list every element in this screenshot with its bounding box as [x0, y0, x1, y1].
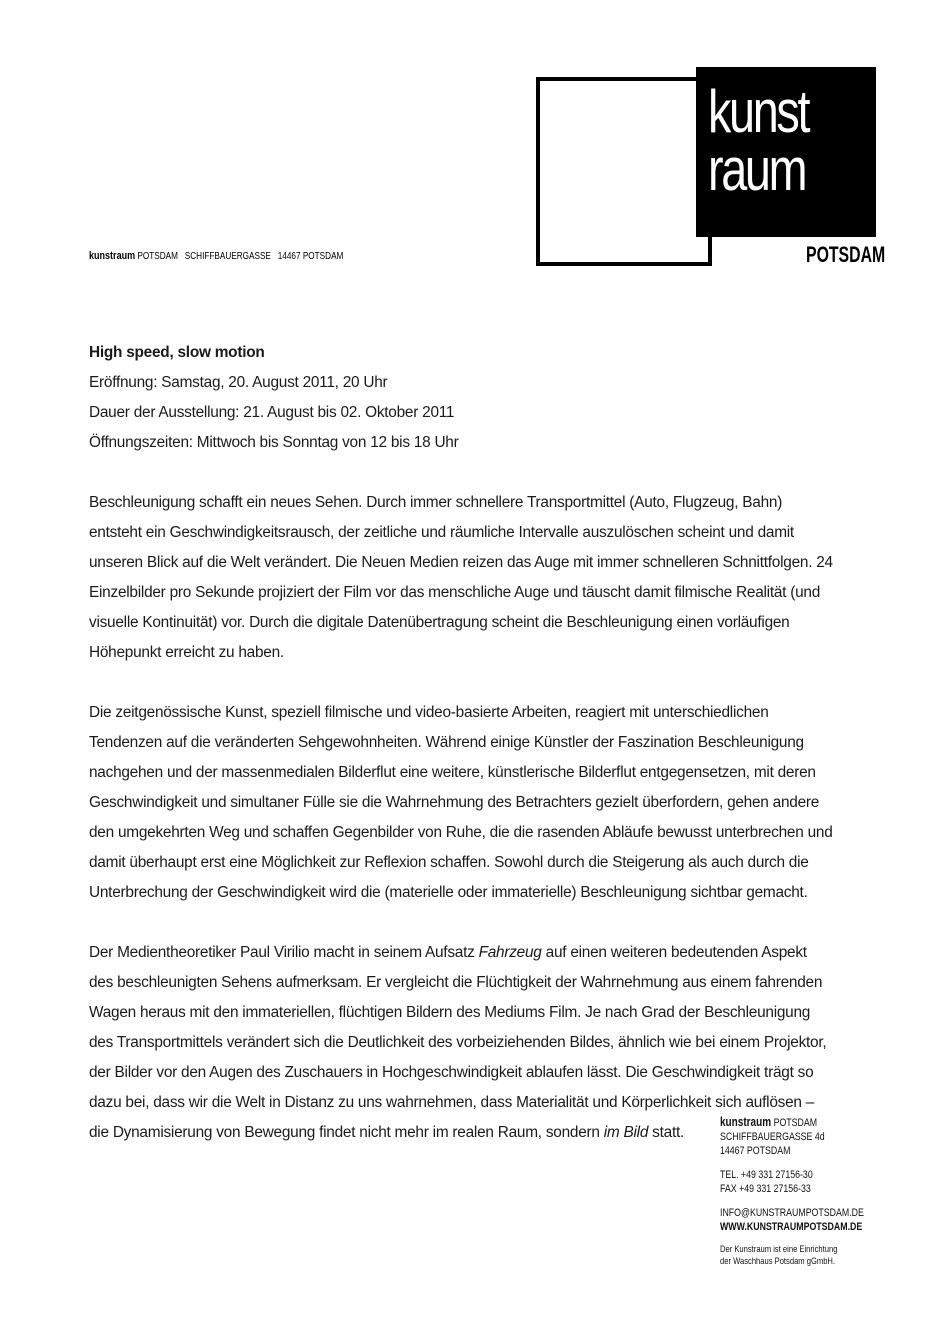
- logo-word-kunst: kunst: [708, 78, 809, 145]
- paragraph-line: des beschleunigten Sehens aufmerksam. Er vergleicht die Flüchtigkeit der Wahrnehmung aus einem fahrenden: [89, 974, 823, 991]
- paragraph-line: den umgekehrten Weg und schaffen Gegenbilder von Ruhe, die die rasenden Abläufe bewusst unterbrechen und: [89, 824, 833, 841]
- duration-line: Dauer der Ausstellung: 21. August bis 02. Oktober 2011: [89, 404, 455, 421]
- italic-im-bild: im Bild: [603, 1124, 649, 1141]
- address-block: [720, 1115, 864, 1268]
- paragraph-line: der Bilder vor den Augen des Zuschauers in Hochgeschwindigkeit ablaufen lässt. Die Geschwindigkeit trägt so: [89, 1064, 814, 1081]
- paragraph-line: Tendenzen auf die veränderten Sehgewohnheiten. Während einige Künstler der Faszination Beschleunigung: [89, 734, 804, 751]
- logo-city: POTSDAM: [806, 242, 886, 267]
- address-street: SCHIFFBAUERGASSE 4d: [720, 1131, 825, 1143]
- text-run: die Dynamisierung von Bewegung findet nicht mehr im realen Raum, sondern: [89, 1124, 604, 1141]
- logo-word-raum: raum: [708, 136, 806, 203]
- paragraph-line: nachgehen und der massenmedialen Bilderflut eine weitere, künstlerische Bilderflut entgegensetzen, mit deren: [89, 764, 816, 781]
- paragraph-1: [89, 488, 833, 668]
- address-zip-city: 14467 POTSDAM: [720, 1145, 791, 1157]
- paragraph-line: unseren Blick auf die Welt verändert. Die Neuen Medien reizen das Auge mit immer schnelleren Schnittfolgen. 24: [89, 554, 833, 571]
- press-release-body: [89, 338, 833, 1148]
- opening-line: Eröffnung: Samstag, 20. August 2011, 20 Uhr: [89, 374, 388, 391]
- sender-brand: kunstraum: [89, 250, 136, 262]
- address-fax: FAX +49 331 27156-33: [720, 1183, 811, 1195]
- paragraph-line: des Transportmittels verändert sich die Deutlichkeit des vorbeiziehenden Bildes, ähnlich wie bei einem Projektor,: [89, 1034, 827, 1051]
- sender-line: [89, 250, 343, 262]
- opening-hours-line: Öffnungszeiten: Mittwoch bis Sonntag von 12 bis 18 Uhr: [89, 434, 459, 451]
- address-tel: TEL. +49 331 27156-30: [720, 1169, 813, 1181]
- paragraph-line: entsteht ein Geschwindigkeitsrausch, der zeitliche und räumliche Intervalle auszulöschen scheint und damit: [89, 524, 794, 541]
- text-run: auf einen weiteren bedeutenden Aspekt: [541, 944, 807, 961]
- paragraph-line: Unterbrechung der Geschwindigkeit wird die (materielle oder immaterielle) Beschleunigung sichtbar gemacht.: [89, 884, 808, 901]
- address-brand: kunstraum: [720, 1115, 772, 1129]
- paragraph-line: Beschleunigung schafft ein neues Sehen. Durch immer schnellere Transportmittel (Auto, Flugzeug, Bahn): [89, 494, 783, 511]
- paragraph-line: visuelle Kontinuität) vor. Durch die digitale Datenübertragung scheint die Beschleunigung einen vorläufigen: [89, 614, 790, 631]
- paragraph-3: [89, 938, 827, 1148]
- paragraph-line: [89, 938, 819, 968]
- address-note-2: der Waschhaus Potsdam gGmbH.: [720, 1256, 836, 1267]
- address-email[interactable]: INFO@KUNSTRAUMPOTSDAM.DE: [720, 1207, 864, 1219]
- paragraph-2: [89, 698, 833, 908]
- paragraph-line: Die zeitgenössische Kunst, speziell filmische und video-basierte Arbeiten, reagiert mit unterschiedlichen: [89, 704, 769, 721]
- paragraph-line: damit überhaupt erst eine Möglichkeit zur Reflexion schaffen. Sowohl durch die Steigerung als auch durch die: [89, 854, 809, 871]
- paragraph-line: Höhepunkt erreicht zu haben.: [89, 644, 284, 661]
- sender-address: POTSDAM SCHIFFBAUERGASSE 14467 POTSDAM: [137, 251, 344, 262]
- logo-outline-square: [536, 77, 712, 266]
- text-run: statt.: [648, 1124, 685, 1141]
- text-run: Der Medientheoretiker Paul Virilio macht in seinem Aufsatz: [89, 944, 479, 961]
- address-website[interactable]: WWW.KUNSTRAUMPOTSDAM.DE: [720, 1221, 863, 1233]
- address-note-1: Der Kunstraum ist eine Einrichtung: [720, 1244, 838, 1255]
- paragraph-line: Einzelbilder pro Sekunde projiziert der Film vor das menschliche Auge und täuscht damit filmische Realität (und: [89, 584, 821, 601]
- paragraph-line: Geschwindigkeit und simultaner Fülle sie die Wahrnehmung des Betrachters gezielt überfordern, gehen andere: [89, 794, 820, 811]
- italic-title-fahrzeug: Fahrzeug: [478, 944, 542, 961]
- paragraph-line: [89, 1118, 819, 1148]
- exhibition-title: High speed, slow motion: [89, 344, 265, 361]
- address-brand-city: POTSDAM: [773, 1117, 818, 1129]
- address-brand-line: [720, 1115, 864, 1130]
- paragraph-line: dazu bei, dass wir die Welt in Distanz zu uns wahrnehmen, dass Materialität und Körperlichkeit sich auflösen –: [89, 1094, 815, 1111]
- paragraph-line: Wagen heraus mit den immateriellen, flüchtigen Bildern des Mediums Film. Je nach Grad der Beschleunigung: [89, 1004, 811, 1021]
